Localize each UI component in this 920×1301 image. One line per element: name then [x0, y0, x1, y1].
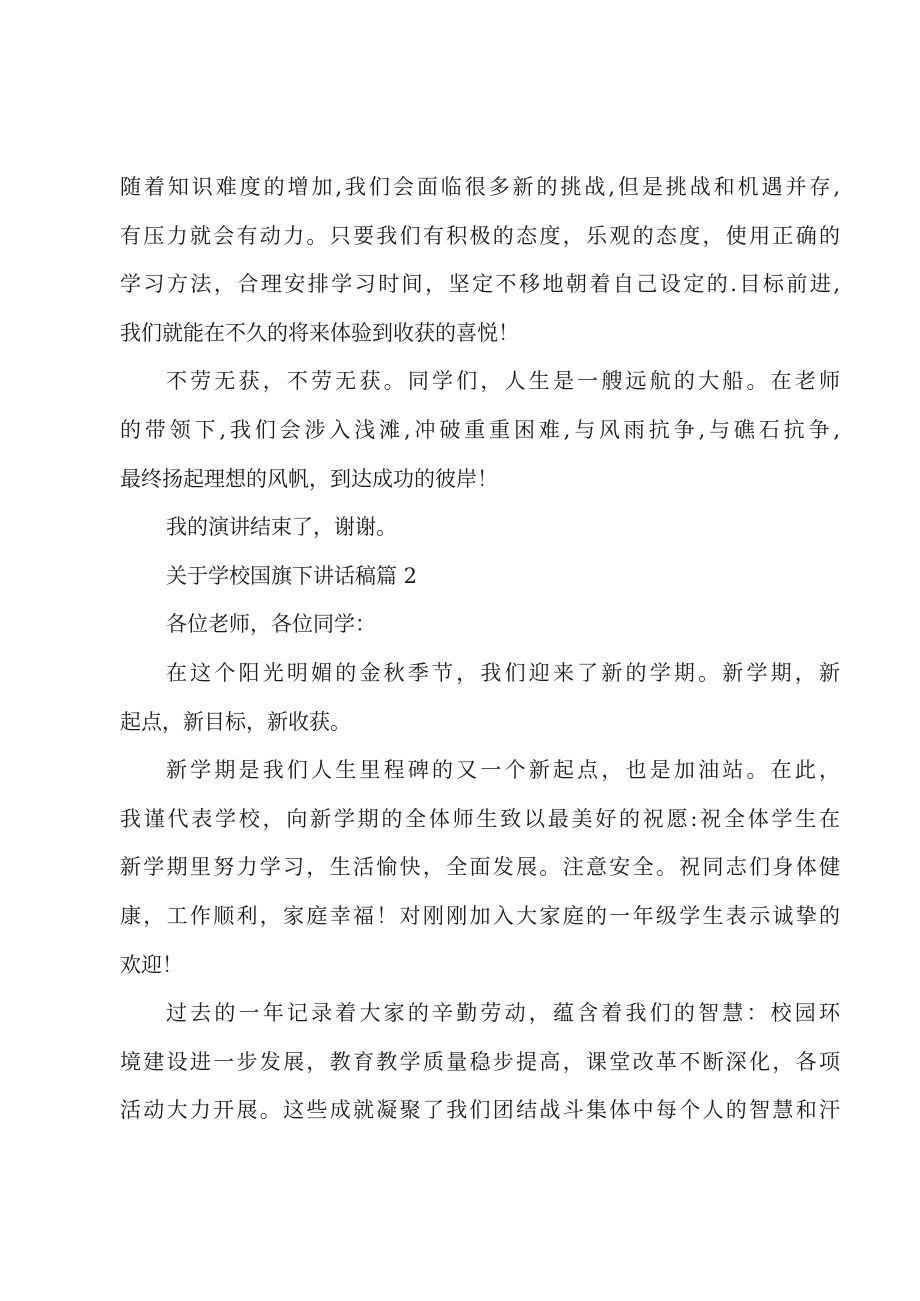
text-line: 欢迎！	[120, 952, 183, 977]
text-line: 的带领下,我们会涉入浅滩,冲破重重困难,与风雨抗争,与礁石抗争,	[120, 417, 840, 442]
salutation: 各位老师，各位同学：	[166, 612, 376, 637]
text-line: 不劳无获，不劳无获。同学们，人生是一艘远航的大船。在老师	[166, 369, 840, 394]
text-line: 最终扬起理想的风帆，到达成功的彼岸！	[120, 466, 498, 491]
text-line: 随着知识难度的增加,我们会面临很多新的挑战,但是挑战和机遇并存,	[120, 175, 840, 199]
text-line: 活动大力开展。这些成就凝聚了我们团结战斗集体中每个人的智慧和汗	[120, 1098, 840, 1123]
text-line: 我们就能在不久的将来体验到收获的喜悦！	[120, 320, 519, 345]
text-line: 起点，新目标，新收获。	[120, 709, 351, 734]
section-heading: 关于学校国旗下讲话稿篇 2	[166, 563, 418, 588]
text-line: 在这个阳光明媚的金秋季节，我们迎来了新的学期。新学期，新	[166, 660, 840, 685]
text-line: 新学期里努力学习，生活愉快，全面发展。注意安全。祝同志们身体健	[120, 855, 840, 880]
text-line: 有压力就会有动力。只要我们有积极的态度，乐观的态度，使用正确的	[120, 223, 840, 248]
text-line: 过去的一年记录着大家的辛勤劳动，蕴含着我们的智慧：校园环	[166, 1001, 840, 1026]
text-line: 新学期是我们人生里程碑的又一个新起点，也是加油站。在此，	[166, 758, 840, 783]
document-body	[120, 163, 840, 1135]
text-line: 境建设进一步发展，教育教学质量稳步提高，课堂改革不断深化，各项	[120, 1049, 840, 1074]
text-line: 康，工作顺利，家庭幸福！对刚刚加入大家庭的一年级学生表示诚挚的	[120, 903, 840, 928]
text-line: 学习方法，合理安排学习时间，坚定不移地朝着自己设定的.目标前进,	[120, 272, 840, 297]
text-line: 我的演讲结束了，谢谢。	[166, 515, 397, 540]
text-line: 我谨代表学校，向新学期的全体师生致以最美好的祝愿:祝全体学生在	[120, 806, 840, 831]
